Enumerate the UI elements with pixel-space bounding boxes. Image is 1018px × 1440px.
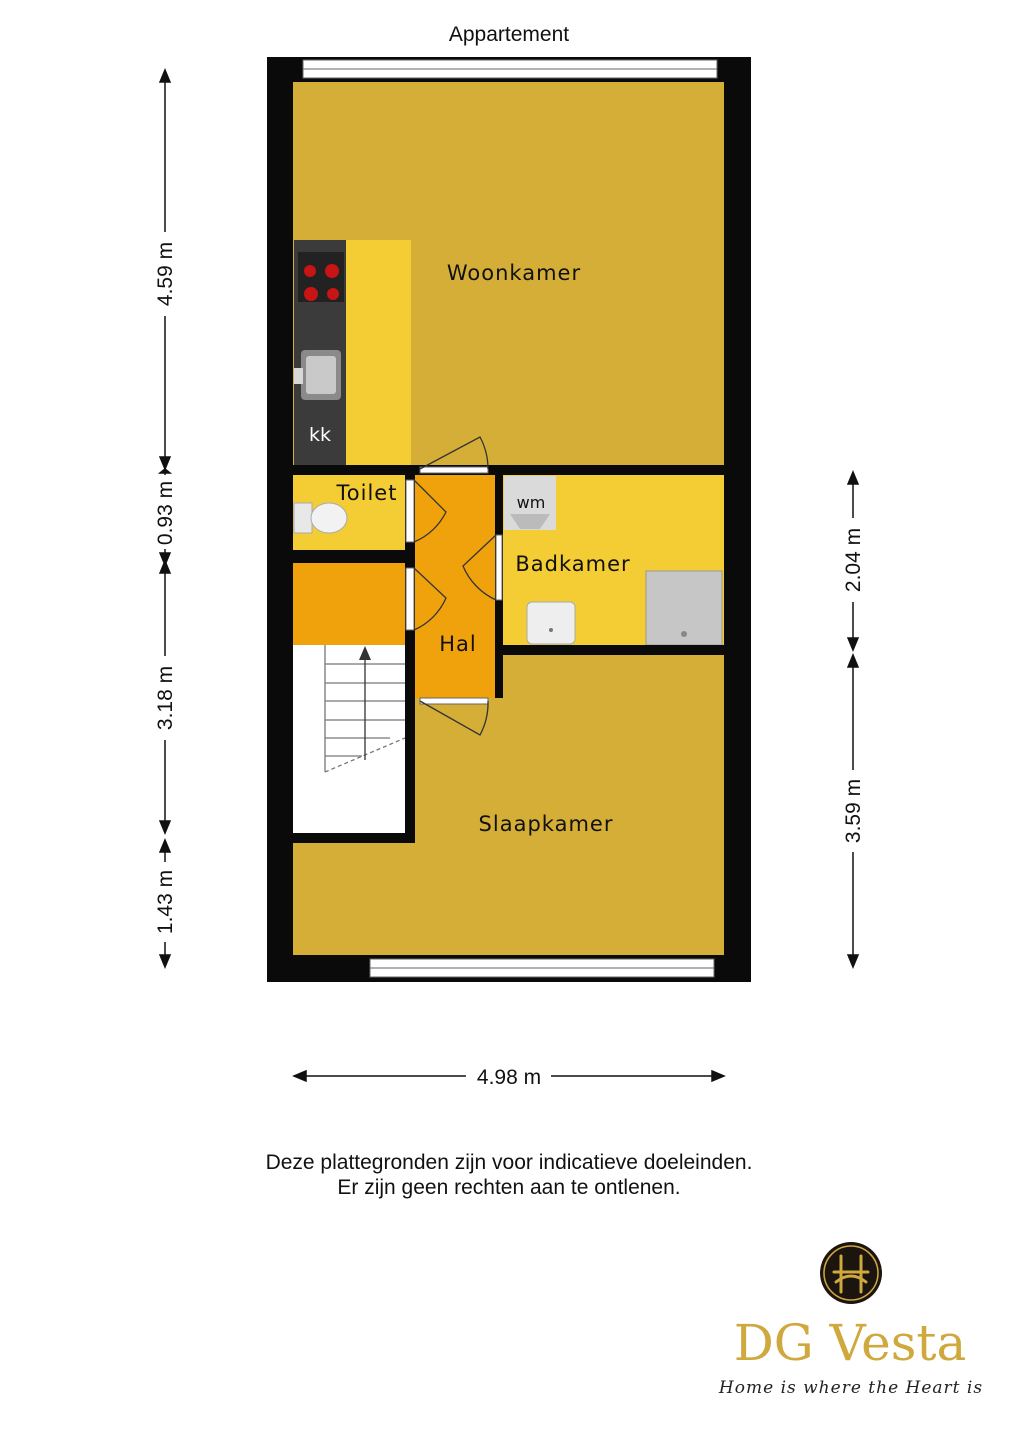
logo-name: DG Vesta xyxy=(733,1314,967,1372)
shower-icon xyxy=(646,571,722,645)
label-badkamer: Badkamer xyxy=(515,552,631,576)
label-washer: wm xyxy=(516,493,546,512)
dim-bottom-width: 4.98 m xyxy=(476,1066,542,1089)
dim-left-3: 3.18 m xyxy=(154,665,177,731)
room-hal xyxy=(415,475,495,698)
label-hal: Hal xyxy=(439,632,477,656)
kitchen-counter-top xyxy=(345,240,411,465)
dim-left-4: 1.43 m xyxy=(154,869,177,935)
disclaimer-line-1: Deze plattegronden zijn voor indicatieve doeleinden. xyxy=(265,1151,753,1174)
label-woonkamer: Woonkamer xyxy=(446,261,582,285)
toilet-icon xyxy=(294,503,347,533)
disclaimer xyxy=(0,1150,1018,1200)
dim-right-1: 2.04 m xyxy=(842,527,865,593)
room-storage xyxy=(293,563,405,645)
dim-left-1: 4.59 m xyxy=(154,241,177,307)
floor-title: Appartement xyxy=(448,23,570,46)
kitchen-sink-icon xyxy=(294,350,341,400)
dim-right-2: 3.59 m xyxy=(842,778,865,844)
dg-vesta-logo xyxy=(718,1242,983,1398)
label-kitchen: kk xyxy=(308,424,332,446)
logo-tagline: Home is where the Heart is xyxy=(718,1378,984,1398)
disclaimer-line-2: Er zijn geen rechten aan te ontlenen. xyxy=(337,1176,681,1199)
dim-left-2: 0.93 m xyxy=(154,480,177,546)
bathroom-sink-icon xyxy=(527,602,575,644)
label-slaapkamer: Slaapkamer xyxy=(478,812,614,836)
stairwell xyxy=(293,645,405,833)
hob-icon xyxy=(298,252,344,302)
label-toilet: Toilet xyxy=(336,481,398,505)
